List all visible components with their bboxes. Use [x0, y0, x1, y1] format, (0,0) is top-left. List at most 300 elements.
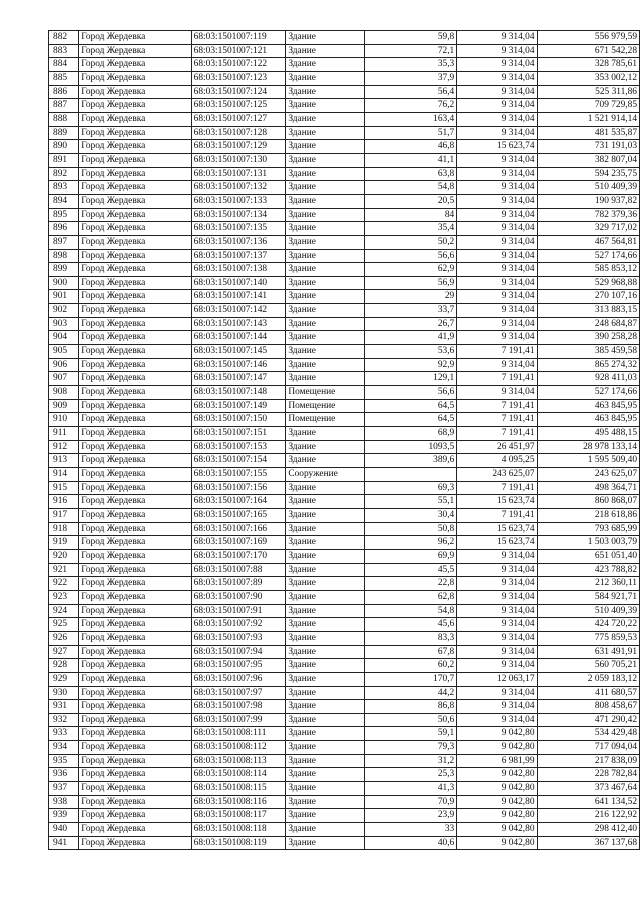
object-type-cell: Здание — [286, 631, 365, 645]
row-number-cell: 892 — [49, 167, 79, 181]
cadastral-value-cell: 270 107,16 — [537, 290, 640, 304]
row-number-cell: 902 — [49, 304, 79, 318]
table-row — [49, 727, 640, 741]
cadastral-value-cell: 495 488,15 — [537, 427, 640, 441]
object-type-cell: Здание — [286, 112, 365, 126]
unit-value-cell: 15 623,74 — [457, 495, 537, 509]
settlement-cell: Город Жердевка — [79, 263, 191, 277]
cadastral-number-cell: 68:03:1501007:99 — [191, 713, 286, 727]
unit-value-cell: 9 314,04 — [457, 44, 537, 58]
row-number-cell: 886 — [49, 85, 79, 99]
settlement-cell: Город Жердевка — [79, 741, 191, 755]
area-cell: 76,2 — [365, 99, 457, 113]
unit-value-cell: 9 314,04 — [457, 31, 537, 45]
cadastral-number-cell: 68:03:1501007:166 — [191, 522, 286, 536]
object-type-cell: Здание — [286, 454, 365, 468]
settlement-cell: Город Жердевка — [79, 71, 191, 85]
settlement-cell: Город Жердевка — [79, 536, 191, 550]
row-number-cell: 933 — [49, 727, 79, 741]
cadastral-value-cell: 423 788,82 — [537, 563, 640, 577]
cadastral-value-cell: 298 412,40 — [537, 823, 640, 837]
object-type-cell: Здание — [286, 194, 365, 208]
settlement-cell: Город Жердевка — [79, 31, 191, 45]
cadastral-number-cell: 68:03:1501007:165 — [191, 508, 286, 522]
area-cell: 23,9 — [365, 809, 457, 823]
row-number-cell: 890 — [49, 140, 79, 154]
table-row — [49, 823, 640, 837]
cadastral-value-cell: 373 467,64 — [537, 782, 640, 796]
table-row — [49, 112, 640, 126]
unit-value-cell: 9 314,04 — [457, 590, 537, 604]
object-type-cell: Здание — [286, 317, 365, 331]
cadastral-number-cell: 68:03:1501007:145 — [191, 345, 286, 359]
settlement-cell: Город Жердевка — [79, 686, 191, 700]
unit-value-cell: 7 191,41 — [457, 427, 537, 441]
cadastral-number-cell: 68:03:1501008:116 — [191, 795, 286, 809]
cadastral-value-cell: 481 535,87 — [537, 126, 640, 140]
settlement-cell: Город Жердевка — [79, 58, 191, 72]
area-cell: 56,4 — [365, 85, 457, 99]
cadastral-value-cell: 584 921,71 — [537, 590, 640, 604]
area-cell: 67,8 — [365, 645, 457, 659]
cadastral-value-cell: 651 051,40 — [537, 549, 640, 563]
settlement-cell: Город Жердевка — [79, 112, 191, 126]
area-cell: 40,6 — [365, 836, 457, 850]
settlement-cell: Город Жердевка — [79, 304, 191, 318]
settlement-cell: Город Жердевка — [79, 222, 191, 236]
table-body — [49, 31, 640, 850]
row-number-cell: 915 — [49, 481, 79, 495]
unit-value-cell: 9 314,04 — [457, 618, 537, 632]
unit-value-cell: 9 314,04 — [457, 276, 537, 290]
area-cell: 59,8 — [365, 31, 457, 45]
cadastral-value-cell: 471 290,42 — [537, 713, 640, 727]
unit-value-cell: 9 042,80 — [457, 836, 537, 850]
cadastral-value-cell: 498 364,71 — [537, 481, 640, 495]
cadastral-value-cell: 463 845,95 — [537, 399, 640, 413]
property-valuation-table — [48, 30, 640, 850]
row-number-cell: 907 — [49, 372, 79, 386]
cadastral-number-cell: 68:03:1501007:88 — [191, 563, 286, 577]
row-number-cell: 906 — [49, 358, 79, 372]
row-number-cell: 921 — [49, 563, 79, 577]
unit-value-cell: 12 063,17 — [457, 672, 537, 686]
area-cell: 33 — [365, 823, 457, 837]
cadastral-value-cell: 1 595 509,40 — [537, 454, 640, 468]
cadastral-number-cell: 68:03:1501008:117 — [191, 809, 286, 823]
row-number-cell: 908 — [49, 386, 79, 400]
row-number-cell: 891 — [49, 153, 79, 167]
object-type-cell: Здание — [286, 563, 365, 577]
object-type-cell: Здание — [286, 795, 365, 809]
object-type-cell: Здание — [286, 345, 365, 359]
table-row — [49, 782, 640, 796]
area-cell: 129,1 — [365, 372, 457, 386]
unit-value-cell: 9 314,04 — [457, 631, 537, 645]
area-cell: 45,5 — [365, 563, 457, 577]
table-row — [49, 263, 640, 277]
cadastral-value-cell: 329 717,02 — [537, 222, 640, 236]
cadastral-value-cell: 28 978 133,14 — [537, 440, 640, 454]
area-cell: 20,5 — [365, 194, 457, 208]
object-type-cell: Здание — [286, 604, 365, 618]
cadastral-number-cell: 68:03:1501007:89 — [191, 577, 286, 591]
table-row — [49, 222, 640, 236]
table-row — [49, 153, 640, 167]
cadastral-number-cell: 68:03:1501007:169 — [191, 536, 286, 550]
cadastral-value-cell: 510 409,39 — [537, 181, 640, 195]
row-number-cell: 904 — [49, 331, 79, 345]
cadastral-value-cell: 594 235,75 — [537, 167, 640, 181]
area-cell: 1093,5 — [365, 440, 457, 454]
area-cell: 79,3 — [365, 741, 457, 755]
cadastral-value-cell: 585 853,12 — [537, 263, 640, 277]
object-type-cell: Здание — [286, 782, 365, 796]
cadastral-number-cell: 68:03:1501007:125 — [191, 99, 286, 113]
cadastral-value-cell: 385 459,58 — [537, 345, 640, 359]
settlement-cell: Город Жердевка — [79, 181, 191, 195]
object-type-cell: Здание — [286, 768, 365, 782]
area-cell: 96,2 — [365, 536, 457, 550]
cadastral-number-cell: 68:03:1501008:119 — [191, 836, 286, 850]
settlement-cell: Город Жердевка — [79, 645, 191, 659]
settlement-cell: Город Жердевка — [79, 823, 191, 837]
table-row — [49, 372, 640, 386]
row-number-cell: 941 — [49, 836, 79, 850]
row-number-cell: 917 — [49, 508, 79, 522]
area-cell: 68,9 — [365, 427, 457, 441]
row-number-cell: 914 — [49, 468, 79, 482]
row-number-cell: 925 — [49, 618, 79, 632]
settlement-cell: Город Жердевка — [79, 618, 191, 632]
settlement-cell: Город Жердевка — [79, 235, 191, 249]
table-row — [49, 700, 640, 714]
row-number-cell: 883 — [49, 44, 79, 58]
area-cell: 62,9 — [365, 263, 457, 277]
unit-value-cell: 9 042,80 — [457, 795, 537, 809]
table-row — [49, 549, 640, 563]
unit-value-cell: 9 042,80 — [457, 782, 537, 796]
area-cell: 30,4 — [365, 508, 457, 522]
settlement-cell: Город Жердевка — [79, 126, 191, 140]
unit-value-cell: 9 314,04 — [457, 235, 537, 249]
table-row — [49, 536, 640, 550]
unit-value-cell: 7 191,41 — [457, 399, 537, 413]
settlement-cell: Город Жердевка — [79, 454, 191, 468]
row-number-cell: 937 — [49, 782, 79, 796]
cadastral-value-cell: 390 258,28 — [537, 331, 640, 345]
settlement-cell: Город Жердевка — [79, 672, 191, 686]
unit-value-cell: 9 314,04 — [457, 167, 537, 181]
row-number-cell: 934 — [49, 741, 79, 755]
settlement-cell: Город Жердевка — [79, 427, 191, 441]
table-row — [49, 413, 640, 427]
area-cell: 54,8 — [365, 604, 457, 618]
table-row — [49, 331, 640, 345]
area-cell: 41,9 — [365, 331, 457, 345]
object-type-cell: Здание — [286, 331, 365, 345]
unit-value-cell: 9 314,04 — [457, 194, 537, 208]
object-type-cell: Здание — [286, 99, 365, 113]
object-type-cell: Здание — [286, 249, 365, 263]
row-number-cell: 900 — [49, 276, 79, 290]
settlement-cell: Город Жердевка — [79, 85, 191, 99]
unit-value-cell: 9 042,80 — [457, 823, 537, 837]
cadastral-value-cell: 367 137,68 — [537, 836, 640, 850]
row-number-cell: 926 — [49, 631, 79, 645]
row-number-cell: 922 — [49, 577, 79, 591]
table-row — [49, 686, 640, 700]
settlement-cell: Город Жердевка — [79, 331, 191, 345]
table-row — [49, 304, 640, 318]
object-type-cell: Здание — [286, 836, 365, 850]
cadastral-value-cell: 212 360,11 — [537, 577, 640, 591]
cadastral-number-cell: 68:03:1501007:95 — [191, 659, 286, 673]
row-number-cell: 940 — [49, 823, 79, 837]
row-number-cell: 920 — [49, 549, 79, 563]
area-cell: 31,2 — [365, 754, 457, 768]
unit-value-cell: 9 314,04 — [457, 222, 537, 236]
area-cell: 46,8 — [365, 140, 457, 154]
row-number-cell: 919 — [49, 536, 79, 550]
settlement-cell: Город Жердевка — [79, 399, 191, 413]
settlement-cell: Город Жердевка — [79, 208, 191, 222]
cadastral-value-cell: 243 625,07 — [537, 468, 640, 482]
cadastral-value-cell: 560 705,21 — [537, 659, 640, 673]
table-row — [49, 468, 640, 482]
settlement-cell: Город Жердевка — [79, 795, 191, 809]
row-number-cell: 901 — [49, 290, 79, 304]
unit-value-cell: 26 451,97 — [457, 440, 537, 454]
area-cell: 51,7 — [365, 126, 457, 140]
row-number-cell: 929 — [49, 672, 79, 686]
table-row — [49, 399, 640, 413]
table-row — [49, 276, 640, 290]
cadastral-value-cell: 382 807,04 — [537, 153, 640, 167]
area-cell: 56,6 — [365, 249, 457, 263]
cadastral-number-cell: 68:03:1501007:141 — [191, 290, 286, 304]
unit-value-cell: 15 623,74 — [457, 536, 537, 550]
unit-value-cell: 9 314,04 — [457, 331, 537, 345]
area-cell: 86,8 — [365, 700, 457, 714]
area-cell: 45,6 — [365, 618, 457, 632]
row-number-cell: 894 — [49, 194, 79, 208]
cadastral-number-cell: 68:03:1501008:115 — [191, 782, 286, 796]
cadastral-value-cell: 525 311,86 — [537, 85, 640, 99]
settlement-cell: Город Жердевка — [79, 358, 191, 372]
object-type-cell: Здание — [286, 140, 365, 154]
cadastral-value-cell: 527 174,66 — [537, 386, 640, 400]
area-cell: 56,6 — [365, 386, 457, 400]
settlement-cell: Город Жердевка — [79, 481, 191, 495]
cadastral-number-cell: 68:03:1501007:144 — [191, 331, 286, 345]
cadastral-value-cell: 467 564,81 — [537, 235, 640, 249]
object-type-cell: Здание — [286, 263, 365, 277]
unit-value-cell: 9 314,04 — [457, 645, 537, 659]
cadastral-number-cell: 68:03:1501007:124 — [191, 85, 286, 99]
table-row — [49, 386, 640, 400]
object-type-cell: Здание — [286, 71, 365, 85]
unit-value-cell: 9 314,04 — [457, 713, 537, 727]
area-cell: 92,9 — [365, 358, 457, 372]
object-type-cell: Здание — [286, 290, 365, 304]
cadastral-value-cell: 671 542,28 — [537, 44, 640, 58]
row-number-cell: 903 — [49, 317, 79, 331]
unit-value-cell: 7 191,41 — [457, 345, 537, 359]
table-row — [49, 140, 640, 154]
cadastral-value-cell: 510 409,39 — [537, 604, 640, 618]
settlement-cell: Город Жердевка — [79, 508, 191, 522]
cadastral-number-cell: 68:03:1501007:140 — [191, 276, 286, 290]
cadastral-number-cell: 68:03:1501007:130 — [191, 153, 286, 167]
table-row — [49, 167, 640, 181]
table-row — [49, 590, 640, 604]
table-row — [49, 741, 640, 755]
cadastral-value-cell: 860 868,07 — [537, 495, 640, 509]
area-cell: 70,9 — [365, 795, 457, 809]
settlement-cell: Город Жердевка — [79, 727, 191, 741]
cadastral-number-cell: 68:03:1501007:136 — [191, 235, 286, 249]
area-cell: 41,3 — [365, 782, 457, 796]
cadastral-value-cell: 228 782,84 — [537, 768, 640, 782]
area-cell: 37,9 — [365, 71, 457, 85]
unit-value-cell: 9 314,04 — [457, 563, 537, 577]
settlement-cell: Город Жердевка — [79, 809, 191, 823]
table-row — [49, 645, 640, 659]
cadastral-value-cell: 782 379,36 — [537, 208, 640, 222]
row-number-cell: 897 — [49, 235, 79, 249]
area-cell: 33,7 — [365, 304, 457, 318]
cadastral-number-cell: 68:03:1501007:123 — [191, 71, 286, 85]
table-row — [49, 85, 640, 99]
row-number-cell: 936 — [49, 768, 79, 782]
settlement-cell: Город Жердевка — [79, 631, 191, 645]
table-row — [49, 454, 640, 468]
unit-value-cell: 7 191,41 — [457, 413, 537, 427]
cadastral-value-cell: 529 968,88 — [537, 276, 640, 290]
object-type-cell: Здание — [286, 481, 365, 495]
object-type-cell: Здание — [286, 276, 365, 290]
object-type-cell: Здание — [286, 590, 365, 604]
object-type-cell: Здание — [286, 358, 365, 372]
cadastral-value-cell: 808 458,67 — [537, 700, 640, 714]
unit-value-cell: 9 314,04 — [457, 317, 537, 331]
cadastral-number-cell: 68:03:1501007:156 — [191, 481, 286, 495]
object-type-cell: Здание — [286, 672, 365, 686]
cadastral-number-cell: 68:03:1501007:147 — [191, 372, 286, 386]
object-type-cell: Здание — [286, 686, 365, 700]
settlement-cell: Город Жердевка — [79, 836, 191, 850]
row-number-cell: 909 — [49, 399, 79, 413]
area-cell: 389,6 — [365, 454, 457, 468]
object-type-cell: Здание — [286, 181, 365, 195]
object-type-cell: Здание — [286, 58, 365, 72]
object-type-cell: Здание — [286, 536, 365, 550]
area-cell: 35,3 — [365, 58, 457, 72]
cadastral-number-cell: 68:03:1501007:97 — [191, 686, 286, 700]
area-cell: 83,3 — [365, 631, 457, 645]
cadastral-number-cell: 68:03:1501007:151 — [191, 427, 286, 441]
unit-value-cell: 9 314,04 — [457, 290, 537, 304]
cadastral-value-cell: 424 720,22 — [537, 618, 640, 632]
table-row — [49, 754, 640, 768]
area-cell: 44,2 — [365, 686, 457, 700]
unit-value-cell: 4 095,25 — [457, 454, 537, 468]
settlement-cell: Город Жердевка — [79, 713, 191, 727]
settlement-cell: Город Жердевка — [79, 577, 191, 591]
settlement-cell: Город Жердевка — [79, 590, 191, 604]
cadastral-number-cell: 68:03:1501007:128 — [191, 126, 286, 140]
cadastral-number-cell: 68:03:1501007:90 — [191, 590, 286, 604]
unit-value-cell: 9 314,04 — [457, 58, 537, 72]
unit-value-cell: 243 625,07 — [457, 468, 537, 482]
row-number-cell: 911 — [49, 427, 79, 441]
cadastral-number-cell: 68:03:1501007:134 — [191, 208, 286, 222]
cadastral-number-cell: 68:03:1501008:118 — [191, 823, 286, 837]
cadastral-number-cell: 68:03:1501007:94 — [191, 645, 286, 659]
area-cell: 163,4 — [365, 112, 457, 126]
unit-value-cell: 6 981,99 — [457, 754, 537, 768]
area-cell: 35,4 — [365, 222, 457, 236]
area-cell: 63,8 — [365, 167, 457, 181]
cadastral-value-cell: 556 979,59 — [537, 31, 640, 45]
area-cell: 50,8 — [365, 522, 457, 536]
table-row — [49, 659, 640, 673]
unit-value-cell: 9 314,04 — [457, 85, 537, 99]
area-cell: 170,7 — [365, 672, 457, 686]
settlement-cell: Город Жердевка — [79, 290, 191, 304]
cadastral-number-cell: 68:03:1501007:155 — [191, 468, 286, 482]
cadastral-number-cell: 68:03:1501007:133 — [191, 194, 286, 208]
object-type-cell: Здание — [286, 31, 365, 45]
cadastral-number-cell: 68:03:1501007:135 — [191, 222, 286, 236]
table-row — [49, 495, 640, 509]
area-cell: 84 — [365, 208, 457, 222]
object-type-cell: Здание — [286, 754, 365, 768]
row-number-cell: 889 — [49, 126, 79, 140]
object-type-cell: Здание — [286, 235, 365, 249]
cadastral-number-cell: 68:03:1501007:93 — [191, 631, 286, 645]
table-row — [49, 427, 640, 441]
cadastral-number-cell: 68:03:1501007:148 — [191, 386, 286, 400]
cadastral-value-cell: 411 680,57 — [537, 686, 640, 700]
table-row — [49, 249, 640, 263]
area-cell: 69,3 — [365, 481, 457, 495]
unit-value-cell: 9 314,04 — [457, 249, 537, 263]
settlement-cell: Город Жердевка — [79, 563, 191, 577]
object-type-cell: Здание — [286, 44, 365, 58]
settlement-cell: Город Жердевка — [79, 754, 191, 768]
cadastral-value-cell: 709 729,85 — [537, 99, 640, 113]
cadastral-number-cell: 68:03:1501008:111 — [191, 727, 286, 741]
area-cell: 25,3 — [365, 768, 457, 782]
cadastral-number-cell: 68:03:1501007:154 — [191, 454, 286, 468]
area-cell: 26,7 — [365, 317, 457, 331]
table-row — [49, 631, 640, 645]
object-type-cell: Помещение — [286, 399, 365, 413]
unit-value-cell: 9 042,80 — [457, 768, 537, 782]
cadastral-number-cell: 68:03:1501007:143 — [191, 317, 286, 331]
object-type-cell: Здание — [286, 823, 365, 837]
cadastral-number-cell: 68:03:1501008:112 — [191, 741, 286, 755]
table-row — [49, 44, 640, 58]
table-row — [49, 208, 640, 222]
cadastral-value-cell: 527 174,66 — [537, 249, 640, 263]
object-type-cell: Здание — [286, 809, 365, 823]
area-cell: 64,5 — [365, 399, 457, 413]
unit-value-cell: 9 314,04 — [457, 181, 537, 195]
area-cell — [365, 468, 457, 482]
